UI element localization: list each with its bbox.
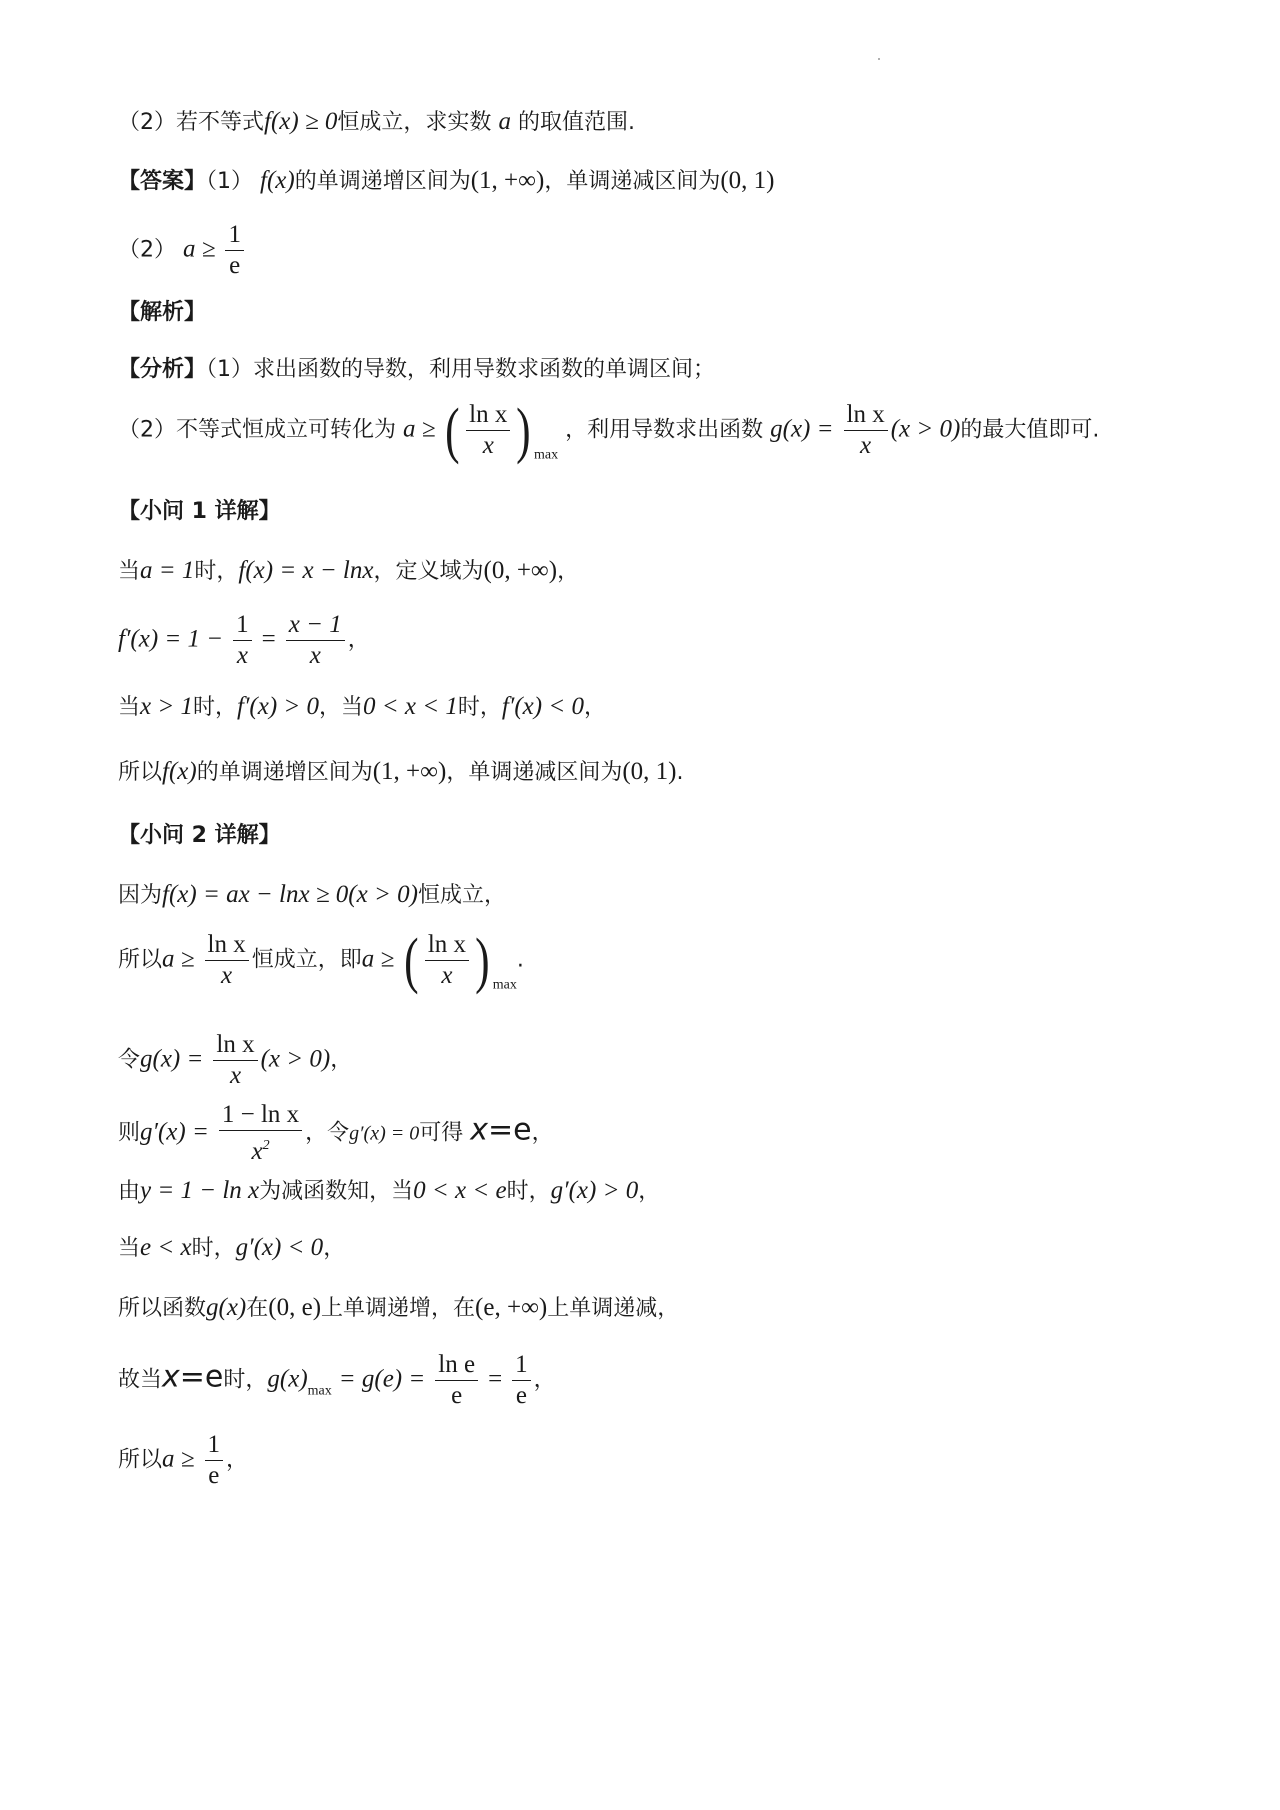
q1-line-4 — [118, 757, 683, 788]
text: 时， — [191, 1236, 236, 1261]
fraction — [435, 1350, 478, 1411]
math-expr: a ≥ — [183, 235, 216, 263]
text: （2）若不等式 — [118, 110, 264, 135]
analysis-tag: 【解析】 — [118, 300, 207, 325]
math-expr: a ≥ — [162, 1445, 195, 1473]
math-interval: (0, +∞) — [483, 557, 558, 584]
fraction-numerator: 1 — [233, 610, 252, 641]
text: 当 — [118, 559, 141, 584]
text: （1） — [206, 169, 254, 194]
math-expr: g(x) — [267, 1365, 308, 1393]
math-expr: f(x) — [162, 758, 197, 785]
text: 恒成立，即 — [251, 947, 362, 973]
text: ，令 — [305, 1120, 350, 1146]
text: ， — [533, 1367, 556, 1393]
text: ，利用导数求出函数 — [565, 417, 764, 443]
text: 的最大值即可. — [960, 417, 1100, 443]
fraction — [233, 610, 252, 671]
answer-line-1 — [118, 166, 774, 197]
text: 恒成立， — [417, 883, 506, 908]
text: 所以 — [118, 760, 163, 785]
text: 的取值范围. — [517, 110, 635, 135]
text: 时， — [223, 1367, 268, 1393]
text: . — [676, 760, 684, 785]
text: 令 — [118, 1047, 141, 1073]
fraction — [466, 400, 510, 461]
math-var: x — [470, 1112, 489, 1148]
fraction-numerator: ln x — [205, 930, 249, 961]
math-operator: = — [488, 1112, 514, 1148]
math-expr: f′(x) = 1 − — [118, 625, 224, 653]
fraction-numerator: ln x — [425, 930, 469, 961]
math-const: e — [204, 1359, 224, 1395]
text: ， — [557, 559, 580, 584]
text: 的单调递增区间为 — [294, 169, 471, 194]
fraction-denominator: x — [236, 642, 248, 669]
math-expr: f(x) = ax − lnx ≥ 0(x > 0) — [162, 881, 418, 908]
math-expr: (x > 0) — [890, 415, 961, 443]
q2-line-1 — [118, 880, 506, 911]
fraction-denominator: x — [229, 1062, 242, 1089]
math-interval: (0, 1) — [720, 167, 775, 194]
text: 上单调递增，在 — [321, 1296, 476, 1321]
fenxi-line-2 — [118, 396, 1100, 471]
scan-speck — [878, 58, 880, 60]
text: 时， — [192, 695, 237, 720]
math-expr: a ≥ — [403, 415, 436, 443]
math-expr: g(x) — [206, 1294, 247, 1321]
paren-left: ( — [445, 396, 461, 465]
fraction-denominator: x — [482, 432, 494, 459]
answer-tag: 【答案】 — [118, 169, 207, 194]
math-expr: x > 1 — [140, 693, 193, 720]
math-expr: (x > 0) — [260, 1045, 331, 1073]
math-expr: 0 < x < e — [413, 1177, 507, 1204]
text: 上单调递减， — [547, 1296, 680, 1321]
fraction-numerator: ln x — [466, 400, 510, 431]
q2-line-5 — [118, 1176, 660, 1207]
text: ， — [531, 1120, 554, 1146]
math-expr: f(x) = x − lnx — [238, 557, 374, 584]
fraction-numerator: 1 — [512, 1350, 531, 1381]
fraction — [844, 400, 888, 461]
fraction-numerator: 1 − ln x — [219, 1100, 302, 1131]
text: 可得 — [419, 1120, 464, 1146]
text: （1）求出函数的导数，利用导数求函数的单调区间； — [206, 357, 716, 382]
math-expr: g(x) = — [140, 1045, 204, 1073]
math-expr: g′(x) > 0 — [550, 1177, 639, 1204]
fenxi-tag: 【分析】 — [118, 357, 207, 382]
text: 所以函数 — [118, 1296, 207, 1321]
text: 所以 — [118, 1447, 163, 1473]
math-interval: (0, 1) — [622, 758, 677, 785]
math-interval: (e, +∞) — [475, 1294, 548, 1321]
subscript: max — [534, 447, 559, 463]
q2-line-8 — [118, 1350, 556, 1411]
q1-line-3 — [118, 692, 606, 723]
fraction-denominator: x — [309, 642, 321, 669]
fraction-denominator: e — [208, 1462, 220, 1489]
fraction-denominator: x — [221, 962, 233, 989]
text: ，单调递减区间为 — [446, 760, 623, 785]
fraction-denominator: x — [441, 962, 453, 989]
fraction-numerator: 1 — [225, 220, 244, 251]
text: 时， — [506, 1179, 551, 1204]
text: 当 — [118, 695, 141, 720]
fraction — [425, 930, 469, 991]
denominator-base: x — [251, 1138, 263, 1165]
fenxi-line-1 — [118, 355, 715, 385]
fraction-numerator: ln x — [844, 400, 888, 431]
fraction-denominator: e — [229, 252, 241, 279]
math-expr: = g(e) = — [338, 1365, 426, 1393]
q1-line-2 — [118, 610, 370, 671]
fraction-numerator: x − 1 — [286, 610, 345, 641]
text: ， — [323, 1236, 346, 1261]
fraction-denominator: x — [860, 432, 872, 459]
fraction — [213, 1030, 257, 1091]
fraction-numerator: ln x — [213, 1030, 257, 1061]
subscript: max — [307, 1383, 332, 1399]
text: 恒成立，求实数 — [337, 110, 492, 135]
text: 因为 — [118, 883, 163, 908]
text: 由 — [118, 1179, 141, 1204]
fraction-denominator: e — [515, 1382, 527, 1409]
text: （2） — [118, 237, 176, 263]
math-expr: g′(x) = 0 — [349, 1122, 420, 1145]
text: 的单调递增区间为 — [196, 760, 373, 785]
math-const: e — [513, 1112, 532, 1148]
fraction-denominator — [219, 1131, 302, 1167]
q2-line-7 — [118, 1293, 679, 1324]
fraction — [512, 1350, 531, 1411]
math-expr: y = 1 − ln x — [140, 1177, 260, 1204]
subscript: max — [492, 977, 517, 993]
q2-line-2 — [118, 926, 524, 1001]
math-expr: f′(x) > 0 — [237, 693, 320, 720]
answer-line-2 — [118, 220, 247, 281]
text: ， — [226, 1447, 249, 1473]
math-expr: f(x) — [260, 167, 295, 194]
text: ，当 — [319, 695, 364, 720]
text: 故当 — [118, 1367, 163, 1393]
text: 所以 — [118, 947, 163, 973]
fraction-denominator: e — [451, 1382, 463, 1409]
text: ， — [347, 627, 370, 653]
fraction-numerator: 1 — [205, 1430, 224, 1461]
q2-line-9 — [118, 1430, 248, 1491]
math-expr: g′(x) < 0 — [235, 1234, 324, 1261]
fraction — [225, 220, 244, 281]
q2-line-4 — [118, 1100, 554, 1167]
math-operator: = — [179, 1359, 205, 1395]
paren-right: ) — [516, 396, 531, 465]
text: 则 — [118, 1120, 141, 1146]
fraction — [219, 1100, 302, 1167]
text: 时， — [457, 695, 502, 720]
text: . — [516, 947, 524, 973]
q1-tag: 【小问 1 详解】 — [118, 499, 281, 524]
math-var: a — [498, 108, 511, 135]
q2-line-3 — [118, 1030, 352, 1091]
text: ， — [638, 1179, 661, 1204]
math-expr: 0 < x < 1 — [363, 693, 458, 720]
math-expr: a ≥ — [361, 945, 395, 973]
text: 时， — [194, 559, 239, 584]
text: （2）不等式恒成立可转化为 — [118, 417, 396, 443]
math-interval: (0, e) — [268, 1294, 322, 1321]
math-var: x — [162, 1359, 180, 1395]
math-expr: f′(x) < 0 — [501, 693, 584, 720]
math-expr: a = 1 — [140, 557, 195, 584]
text: ，定义域为 — [373, 559, 484, 584]
math-interval: (1, +∞) — [470, 167, 545, 194]
math-expr: a ≥ — [162, 945, 195, 973]
text: 为减函数知，当 — [259, 1179, 414, 1204]
fraction — [205, 930, 249, 991]
math-operator: = — [488, 1365, 503, 1393]
math-expr: g′(x) = — [140, 1118, 209, 1146]
math-expr: f(x) ≥ 0 — [264, 108, 338, 135]
q2-line-6 — [118, 1233, 345, 1264]
fraction — [286, 610, 345, 671]
text: ， — [330, 1047, 353, 1073]
q2-tag: 【小问 2 详解】 — [118, 823, 281, 848]
text: 当 — [118, 1236, 141, 1261]
math-operator: = — [261, 625, 276, 653]
part2-question — [118, 107, 635, 138]
q1-line-1 — [118, 556, 579, 587]
text: ， — [583, 695, 606, 720]
math-expr: e < x — [140, 1234, 192, 1261]
paren-right: ) — [475, 926, 490, 995]
math-interval: (1, +∞) — [372, 758, 447, 785]
text: ，单调递减区间为 — [544, 169, 721, 194]
math-expr: g(x) = — [770, 415, 834, 443]
superscript: 2 — [262, 1138, 270, 1153]
fraction — [205, 1430, 224, 1491]
fraction-numerator: ln e — [435, 1350, 478, 1381]
text: 在 — [246, 1296, 269, 1321]
paren-left: ( — [404, 926, 419, 995]
